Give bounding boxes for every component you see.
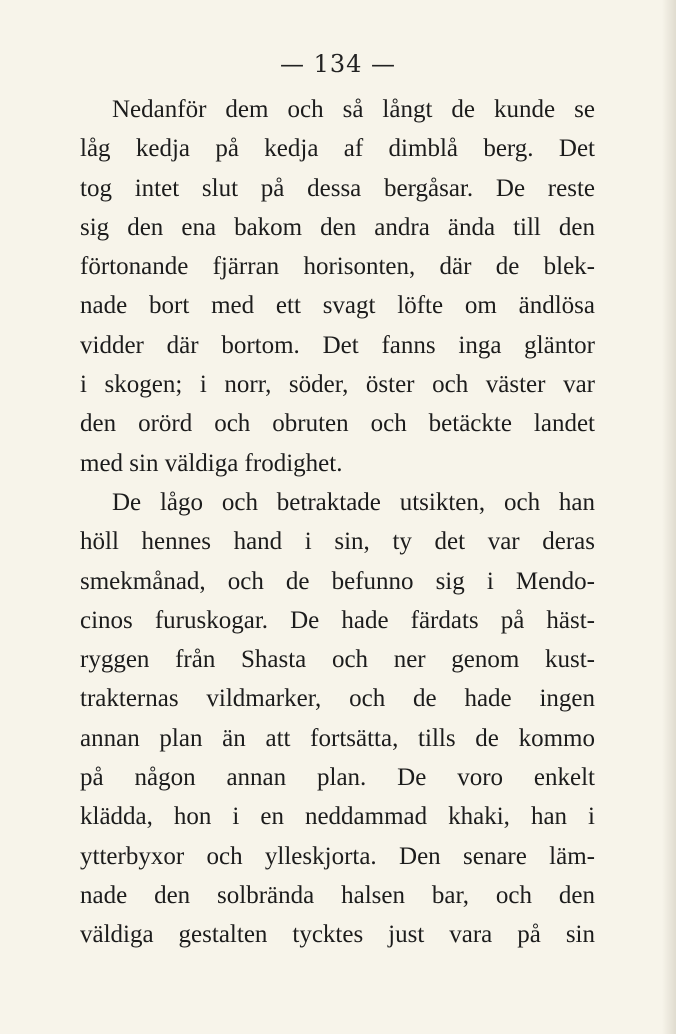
text-line: nade bort med ett svagt löfte om ändlösa: [80, 292, 595, 320]
text-line: klädda, hon i en neddammad khaki, han i: [80, 803, 595, 831]
text-line: väldiga gestalten tycktes just vara på sin: [80, 921, 595, 949]
text-line: förtonande fjärran horisonten, där de blek-: [80, 253, 595, 281]
text-line: ytterbyxor och ylleskjorta. Den senare läm-: [80, 842, 595, 870]
text-line: Nedanför dem och så långt de kunde se: [112, 96, 595, 123]
text-line: tog intet slut på dessa bergåsar. De reste: [80, 174, 595, 202]
text-line: ryggen från Shasta och ner genom kust-: [80, 646, 595, 674]
text-line: med sin väldiga frodighet.: [80, 449, 343, 477]
text-line: cinos furuskogar. De hade färdats på häst-: [80, 606, 595, 634]
text-line: smekmånad, och de befunno sig i Mendo-: [80, 567, 595, 595]
text-line: i skogen; i norr, söder, öster och väster var: [80, 371, 595, 399]
text-line: låg kedja på kedja af dimblå berg. Det: [80, 135, 595, 163]
text-line: De lågo och betraktade utsikten, och han: [112, 488, 595, 516]
text-line: nade den solbrända halsen bar, och den: [80, 881, 595, 909]
text-line: trakternas vildmarker, och de hade ingen: [80, 685, 595, 713]
page-number: — 134 —: [279, 50, 397, 78]
text-line: på någon annan plan. De voro enkelt: [80, 764, 595, 792]
text-line: vidder där bortom. Det fanns inga gläntor: [80, 331, 595, 359]
page-edge-shadow: [662, 0, 676, 1034]
text-line: annan plan än att fortsätta, tills de kommo: [80, 724, 595, 752]
text-line: sig den ena bakom den andra ända till den: [80, 213, 595, 241]
text-line: den orörd och obruten och betäckte landet: [80, 410, 595, 438]
text-line: höll hennes hand i sin, ty det var deras: [80, 528, 595, 556]
body-text: [80, 90, 595, 955]
